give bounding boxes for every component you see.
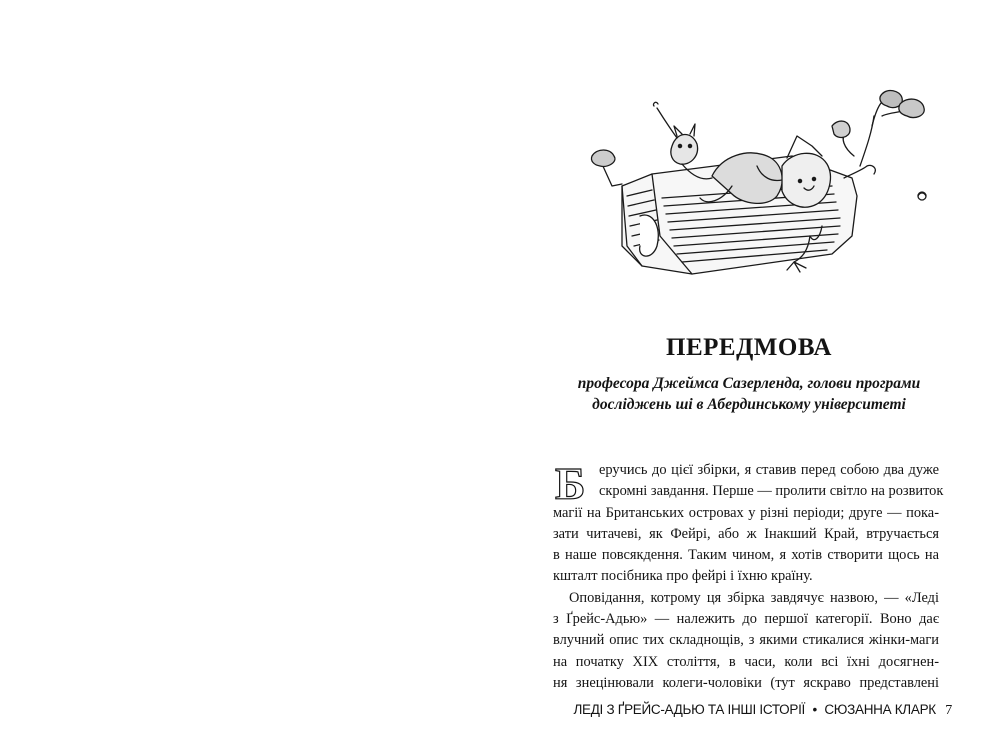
body-text <box>553 460 944 694</box>
running-title: ЛЕДІ З ҐРЕЙС-АДЬЮ ТА ІНШІ ІСТОРІЇ <box>573 702 805 717</box>
text-line: на початку XIX століття, в часи, коли всі їхні досягнен- <box>553 653 939 670</box>
drop-cap-letter: Б <box>555 463 586 503</box>
chapter-title: ПЕРЕДМОВА <box>666 334 832 361</box>
subtitle-line: досліджень ші в Абердинському університеті <box>592 396 906 413</box>
text-line: Оповідання, котрому ця збірка завдячує назвою, — «Леді <box>569 589 939 606</box>
footer-author: СЮЗАННА КЛАРК <box>824 702 936 717</box>
text-line: скромні завдання. Перше — пролити світло на розвиток <box>599 483 944 500</box>
book-and-goblins-illustration <box>582 86 942 286</box>
text-line: з Ґрейс-Адью» — належить до першої категорії. Воно дає <box>553 611 939 628</box>
footer-separator: • <box>812 702 817 717</box>
text-line: в наше повсякдення. Таким чином, я хотів створити щось на <box>553 547 939 564</box>
text-line: влучний опис тих складнощів, з якими стикалися жінки-маги <box>553 632 939 649</box>
subtitle-line: професора Джеймса Сазерленда, голови програми <box>577 375 921 392</box>
text-line: магії на Британських островах у різні періоди; друге — пока- <box>553 504 939 521</box>
running-footer <box>560 702 952 719</box>
text-line: ня знецінювали колеги-чоловіки (тут яскраво представлені <box>553 674 939 691</box>
page-number: 7 <box>945 703 952 718</box>
chapter-subtitle <box>560 373 938 415</box>
text-line: зати читачеві, як Фейрі, або ж Інакший Край, втручається <box>553 525 939 542</box>
text-line: кшталт посібника про фейрі і їхню країну. <box>553 568 813 585</box>
text-line: еручись до цієї збірки, я ставив перед собою два дуже <box>599 462 939 478</box>
